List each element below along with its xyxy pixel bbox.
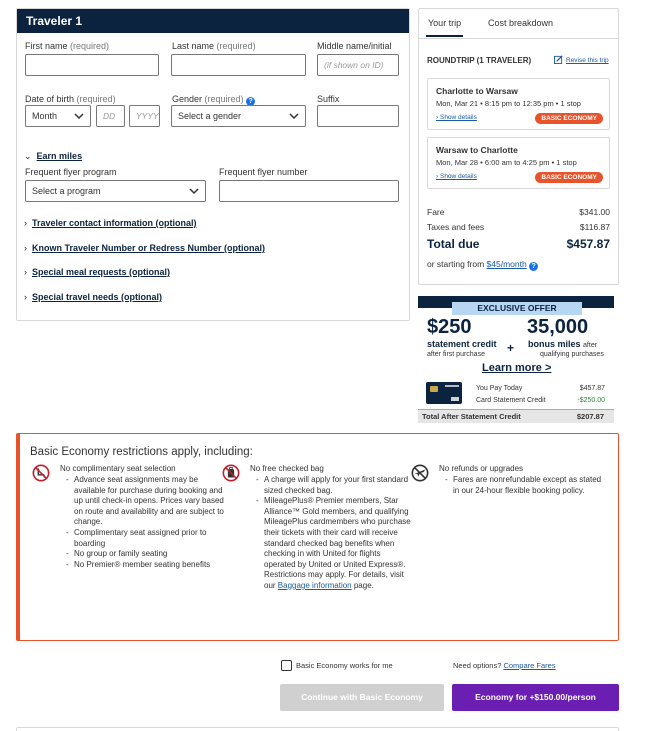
show-details-link[interactable]: › Show details [436,114,477,121]
you-pay-label: You Pay Today [476,385,523,392]
last-name-label: Last name (required) [172,41,256,51]
chevron-down-icon [289,111,299,121]
list-item: - MileagePlus® Premier members, Star Alliance™ Gold members, and qualifying MileagePlus cardmembers who purchase their tickets with their card will receive standard checked bag benefits when checking in with United for flights operated by United or United Express®. Restrictions may apply. For details, visit our Baggage information page. [256,496,414,591]
info-icon[interactable]: ? [246,97,255,106]
travel-needs-expander[interactable]: › Special travel needs (optional) [24,292,163,302]
meal-requests-expander[interactable]: › Special meal requests (optional) [24,267,171,277]
no-bag-icon [222,464,240,482]
bonus-miles-amount: 35,000 [527,316,589,338]
restriction-list [66,475,228,570]
known-traveler-expander[interactable]: › Known Traveler Number or Redress Number (optional) [24,243,266,253]
chevron-right-icon: › [24,292,27,302]
dob-month-select[interactable]: Month [25,105,91,127]
bonus-miles-label: bonus miles after [528,339,598,349]
ff-number-label: Frequent flyer number [219,167,308,177]
statement-credit-amount: $250 [427,316,472,338]
fare-badge: BASIC ECONOMY [535,113,603,124]
list-item: - No group or family seating [66,549,228,560]
basic-economy-checkbox[interactable] [281,660,292,671]
card-offer[interactable] [418,296,618,426]
show-details-link[interactable]: › Show details [436,173,477,180]
fare-row: Fare $341.00 [427,207,610,217]
taxes-row: Taxes and fees $116.87 [427,222,610,232]
traveler-title: Traveler 1 [17,9,409,33]
restriction-title: No free checked bag [250,464,324,473]
roundtrip-label: ROUNDTRIP (1 TRAVELER) [427,56,532,65]
list-item: - No Premier® member seating benefits [66,560,228,571]
gender-select[interactable]: Select a gender [171,105,306,127]
credit-card-image [426,382,462,404]
monthly-payment: or starting from $45/month ? [427,259,538,271]
chevron-right-icon: › [24,218,27,228]
list-item: - Advance seat assignments may be available for purchase during booking and up until check-in opens. Prices vary based on route and availability and are subject to change. [66,475,228,528]
ff-program-select[interactable]: Select a program [25,180,206,202]
chevron-down-icon [189,186,199,196]
trip-summary [418,8,619,285]
flight-route: Warsaw to Charlotte [436,145,518,155]
chevron-right-icon: › [24,243,27,253]
need-options: Need options? Compare Fares [453,661,556,670]
chevron-down-icon [74,111,84,121]
total-after-credit: Total After Statement Credit $207.87 [418,409,614,423]
suffix-label: Suffix [317,94,340,104]
flight-card [427,137,610,189]
statement-credit-note: after first purchase [427,351,485,358]
trip-tabs [419,9,618,39]
restriction-list [445,475,605,496]
bonus-miles-note: qualifying purchases [540,351,604,358]
tab-cost-breakdown[interactable]: Cost breakdown [488,18,554,28]
first-name-input[interactable] [25,54,159,76]
dob-label: Date of birth (required) [25,94,116,104]
earn-miles-toggle[interactable]: ⌄ Earn miles [24,151,83,161]
revise-trip-link[interactable]: Revise this trip [554,55,609,64]
info-icon[interactable]: ? [529,262,538,271]
monthly-payment-link[interactable]: $45/month [486,259,527,269]
statement-credit-label: statement credit [427,339,497,349]
flight-route: Charlotte to Warsaw [436,86,518,96]
dob-year-input[interactable]: YYYY [129,105,160,127]
you-pay-value: $457.87 [579,385,605,392]
chevron-down-icon: ⌄ [24,151,32,161]
plus-sign: + [507,341,515,355]
restriction-list [256,475,414,592]
ff-number-input[interactable] [219,180,399,202]
learn-more-link[interactable]: Learn more > [482,362,552,374]
list-item: - Fares are nonrefundable except as stated in our 24-hour flexible booking policy. [445,475,605,496]
restriction-title: No refunds or upgrades [439,464,524,473]
no-seat-icon [32,464,50,482]
contact-info-expander[interactable]: › Traveler contact information (optional) [24,218,197,228]
fare-badge: BASIC ECONOMY [535,172,603,183]
dob-day-input[interactable]: DD [96,105,125,127]
credit-label: Card Statement Credit [476,397,546,404]
edit-icon [554,55,563,64]
baggage-info-link[interactable]: Baggage information [277,580,352,590]
middle-name-input[interactable]: (if shown on ID) [317,54,399,76]
ff-program-label: Frequent flyer program [25,167,117,177]
middle-name-label: Middle name/initial [317,41,392,51]
last-name-input[interactable] [171,54,306,76]
restriction-title: No complimentary seat selection [60,464,176,473]
total-due-row: Total due $457.87 [427,237,610,251]
credit-value: -$250.00 [577,397,605,404]
compare-fares-link[interactable]: Compare Fares [503,661,556,670]
list-item: - Complimentary seat assigned prior to boarding [66,528,228,549]
suffix-input[interactable] [317,105,399,127]
continue-basic-economy-button[interactable]: Continue with Basic Economy [280,684,444,711]
chevron-right-icon: › [24,267,27,277]
flight-time: Mon, Mar 28 • 6:00 am to 4:25 pm • 1 stop [436,158,577,167]
next-section-edge [16,727,619,731]
flight-card [427,78,610,130]
basic-economy-restrictions [16,433,619,641]
offer-tag: EXCLUSIVE OFFER [452,302,582,315]
no-upgrade-plane-icon [411,464,429,482]
restrictions-title: Basic Economy restrictions apply, including: [30,446,253,458]
tab-your-trip[interactable]: Your trip [428,18,462,28]
economy-upgrade-button[interactable]: Economy for +$150.00/person [452,684,619,711]
basic-economy-checkbox-label[interactable]: Basic Economy works for me [296,661,393,670]
gender-label: Gender (required) ? [172,94,255,106]
flight-time: Mon, Mar 21 • 8:15 pm to 12:35 pm • 1 stop [436,99,581,108]
first-name-label: First name (required) [25,41,110,51]
list-item: - A charge will apply for your first standard sized checked bag. [256,475,414,496]
